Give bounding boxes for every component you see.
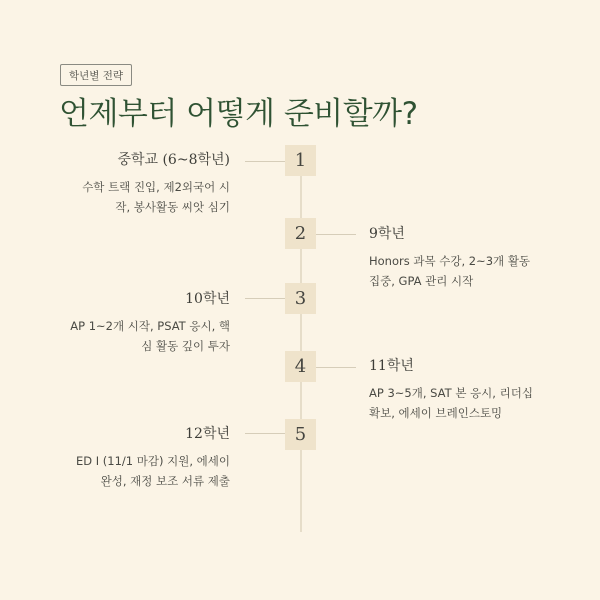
step-3-desc	[70, 316, 230, 356]
step-5-grade: 12학년	[185, 426, 230, 442]
connector-3	[245, 298, 285, 299]
step-4-desc-line-2: 확보, 에세이 브레인스토밍	[369, 406, 503, 420]
step-2-grade: 9학년	[369, 226, 405, 242]
step-1-desc-line-1: 수학 트랙 진입, 제2외국어 시	[82, 180, 230, 194]
step-number-5: 5	[285, 419, 316, 450]
connector-4	[316, 367, 356, 368]
step-2-desc	[369, 251, 530, 291]
step-4-desc	[369, 383, 533, 423]
step-2	[369, 225, 530, 291]
step-1-desc-line-2: 작, 봉사활동 씨앗 심기	[115, 200, 230, 214]
step-number-3: 3	[285, 283, 316, 314]
step-4-grade: 11학년	[369, 358, 414, 374]
step-number-4: 4	[285, 351, 316, 382]
step-5-desc-line-1: ED I (11/1 마감) 지원, 에세이	[75, 454, 230, 468]
step-1-grade: 중학교 (6~8학년)	[117, 152, 230, 168]
step-2-desc-line-2: 집중, GPA 관리 시작	[369, 274, 474, 288]
connector-5	[245, 433, 285, 434]
step-number-1: 1	[285, 145, 316, 176]
step-5-desc-line-2: 완성, 재정 보조 서류 제출	[100, 474, 230, 488]
step-3-grade: 10학년	[185, 291, 230, 307]
step-1	[82, 151, 230, 217]
step-3	[70, 290, 230, 356]
connector-2	[316, 234, 356, 235]
step-3-desc-line-2: 심 활동 깊이 투자	[141, 339, 230, 353]
step-4	[369, 357, 533, 423]
step-5	[76, 425, 230, 491]
step-1-desc	[82, 177, 230, 217]
connector-1	[245, 161, 285, 162]
page-title: 언제부터 어떻게 준비할까?	[59, 96, 418, 132]
step-number-2: 2	[285, 218, 316, 249]
timeline-line	[300, 160, 302, 532]
step-4-desc-line-1: AP 3~5개, SAT 본 응시, 리더십	[369, 386, 533, 400]
step-5-desc	[76, 451, 230, 491]
step-2-desc-line-1: Honors 과목 수강, 2~3개 활동	[369, 254, 531, 268]
section-tag: 학년별 전략	[60, 64, 132, 86]
step-3-desc-line-1: AP 1~2개 시작, PSAT 응시, 핵	[70, 319, 230, 333]
